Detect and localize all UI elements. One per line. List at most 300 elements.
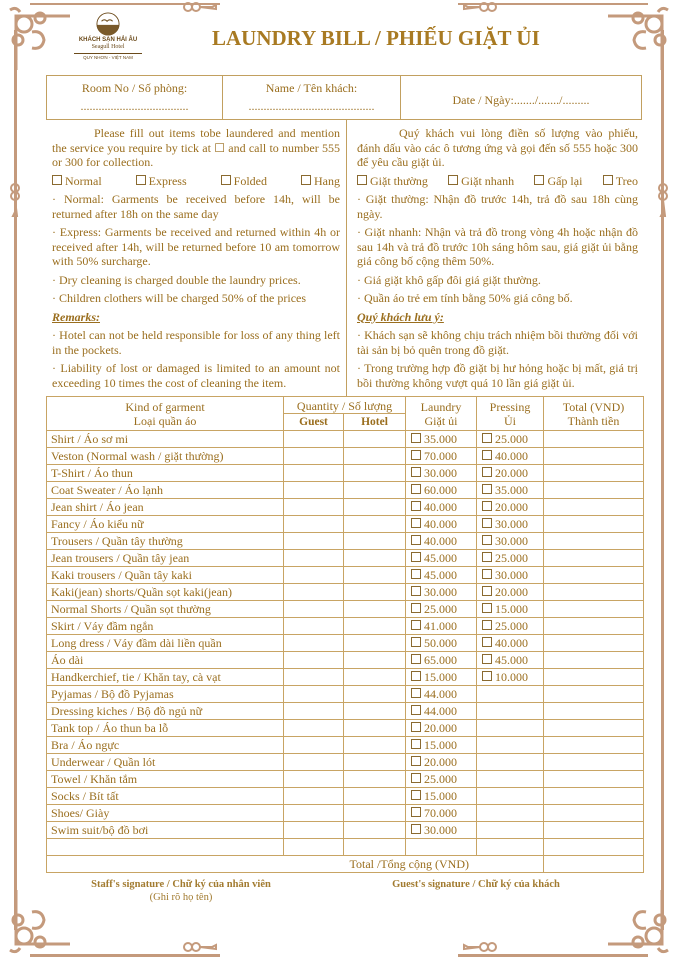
header-total xyxy=(544,397,644,431)
header-garment xyxy=(47,397,284,431)
laundry-price: 40.000 xyxy=(424,499,457,514)
guest-quantity-cell[interactable] xyxy=(284,703,344,720)
guest-signature[interactable] xyxy=(336,878,616,904)
garment-name: Coat Sweater / Áo lạnh xyxy=(47,482,284,499)
line-total-cell[interactable] xyxy=(544,550,644,567)
laundry-price: 60.000 xyxy=(424,482,457,497)
pressing-price-cell xyxy=(477,686,544,703)
laundry-price-cell[interactable] xyxy=(406,516,477,533)
table-row xyxy=(47,805,644,822)
garment-name xyxy=(47,839,284,856)
pressing-price-cell xyxy=(477,754,544,771)
line-total-cell[interactable] xyxy=(544,584,644,601)
checkbox-icon[interactable] xyxy=(411,756,421,766)
pressing-price-cell[interactable] xyxy=(477,499,544,516)
header-pressing xyxy=(477,397,544,431)
pressing-price: 25.000 xyxy=(495,618,528,633)
staff-signature[interactable] xyxy=(46,878,316,904)
hotel-quantity-cell[interactable] xyxy=(344,839,406,856)
laundry-price-cell[interactable] xyxy=(406,720,477,737)
instructions-vietnamese xyxy=(346,120,642,396)
ornament-scroll-right-icon xyxy=(656,178,670,218)
pressing-price-cell xyxy=(477,771,544,788)
pressing-price-cell[interactable] xyxy=(477,584,544,601)
checkbox-icon[interactable] xyxy=(482,620,492,630)
line-total-cell[interactable] xyxy=(544,516,644,533)
line-total-cell[interactable] xyxy=(544,635,644,652)
table-row xyxy=(47,550,644,567)
pressing-price: 20.000 xyxy=(495,499,528,514)
laundry-price-cell[interactable] xyxy=(406,805,477,822)
option-gap-lai-label: Gấp lại xyxy=(547,173,583,188)
garment-name: T-Shirt / Áo thun xyxy=(47,465,284,482)
guest-quantity-cell[interactable] xyxy=(284,431,344,448)
hotel-quantity-cell[interactable] xyxy=(344,550,406,567)
checkbox-icon[interactable] xyxy=(411,433,421,443)
checkbox-icon[interactable] xyxy=(411,671,421,681)
seagull-logo-icon xyxy=(96,12,120,36)
checkbox-icon[interactable] xyxy=(482,450,492,460)
pressing-price: 40.000 xyxy=(495,635,528,650)
checkbox-icon[interactable] xyxy=(411,824,421,834)
header-laundry xyxy=(406,397,477,431)
garment-name: Fancy / Áo kiểu nữ xyxy=(47,516,284,533)
line-total-cell[interactable] xyxy=(544,431,644,448)
garment-name: Handkerchief, tie / Khăn tay, cà vạt xyxy=(47,669,284,686)
pressing-price-cell xyxy=(477,805,544,822)
line-total-cell[interactable] xyxy=(544,788,644,805)
checkbox-icon[interactable] xyxy=(411,518,421,528)
hotel-quantity-cell[interactable] xyxy=(344,686,406,703)
guest-quantity-cell[interactable] xyxy=(284,686,344,703)
garment-name: Socks / Bít tất xyxy=(47,788,284,805)
table-row xyxy=(47,754,644,771)
option-giat-thuong-label: Giặt thường xyxy=(370,173,428,188)
guest-quantity-cell[interactable] xyxy=(284,635,344,652)
option-hang[interactable] xyxy=(301,174,340,189)
laundry-price: 50.000 xyxy=(424,635,457,650)
hotel-quantity-cell[interactable] xyxy=(344,771,406,788)
line-total-cell[interactable] xyxy=(544,567,644,584)
hotel-quantity-cell[interactable] xyxy=(344,805,406,822)
line-total-cell[interactable] xyxy=(544,703,644,720)
checkbox-icon[interactable] xyxy=(411,688,421,698)
laundry-price: 30.000 xyxy=(424,465,457,480)
laundry-price: 45.000 xyxy=(424,550,457,565)
guest-quantity-cell[interactable] xyxy=(284,465,344,482)
hotel-quantity-cell[interactable] xyxy=(344,635,406,652)
pressing-price-cell[interactable] xyxy=(477,516,544,533)
table-row xyxy=(47,499,644,516)
laundry-price-cell xyxy=(406,839,477,856)
checkbox-icon[interactable] xyxy=(52,175,62,185)
line-total-cell[interactable] xyxy=(544,448,644,465)
note-en: · Children clothers will be charged 50% of the prices xyxy=(52,291,307,305)
laundry-price-cell[interactable] xyxy=(406,822,477,839)
laundry-price: 30.000 xyxy=(424,584,457,599)
garment-name: Kaki trousers / Quần tây kaki xyxy=(47,567,284,584)
line-total-cell[interactable] xyxy=(544,499,644,516)
laundry-price-cell[interactable] xyxy=(406,431,477,448)
laundry-price-cell[interactable] xyxy=(406,788,477,805)
staff-signature-label: Staff's signature / Chữ ký của nhân viên xyxy=(91,879,271,890)
checkbox-icon[interactable] xyxy=(411,654,421,664)
option-gap-lai[interactable] xyxy=(534,174,582,189)
table-row xyxy=(47,601,644,618)
checkbox-icon[interactable] xyxy=(411,535,421,545)
signatures xyxy=(46,873,643,904)
name-value[interactable]: .......................................... xyxy=(248,99,375,113)
line-total-cell[interactable] xyxy=(544,618,644,635)
checkbox-icon[interactable] xyxy=(482,637,492,647)
pressing-price: 35.000 xyxy=(495,482,528,497)
laundry-price: 40.000 xyxy=(424,533,457,548)
intro-vi: Quý khách vui lòng điền số lượng vào phiếu, đánh dấu vào các ô tương ứng và gọi đến số 555 hoặc 300 để yêu cầu giặt ủi. xyxy=(357,126,638,169)
pressing-price-cell[interactable] xyxy=(477,567,544,584)
pressing-price-cell xyxy=(477,788,544,805)
table-row xyxy=(47,771,644,788)
laundry-price-cell[interactable] xyxy=(406,567,477,584)
hotel-quantity-cell[interactable] xyxy=(344,448,406,465)
checkbox-icon[interactable] xyxy=(448,175,458,185)
line-total-cell[interactable] xyxy=(544,720,644,737)
hotel-quantity-cell[interactable] xyxy=(344,499,406,516)
checkbox-icon[interactable] xyxy=(411,501,421,511)
laundry-price: 25.000 xyxy=(424,771,457,786)
frame-left-border xyxy=(14,30,17,930)
garment-name: Swim suit/bộ đồ bơi xyxy=(47,822,284,839)
hotel-quantity-cell[interactable] xyxy=(344,465,406,482)
line-total-cell[interactable] xyxy=(544,805,644,822)
hotel-quantity-cell[interactable] xyxy=(344,822,406,839)
checkbox-icon[interactable] xyxy=(301,175,311,185)
note-en: · Express: Garments be received and returned within 4h or received after 14h, will be returned before 10 am tomorrow with 50% surcharge. xyxy=(52,225,340,268)
guest-quantity-cell[interactable] xyxy=(284,601,344,618)
laundry-price-cell[interactable] xyxy=(406,771,477,788)
laundry-price: 41.000 xyxy=(424,618,457,633)
pressing-price: 25.000 xyxy=(495,431,528,446)
header-hotel: Hotel xyxy=(344,414,406,431)
laundry-price: 20.000 xyxy=(424,754,457,769)
checkbox-icon[interactable] xyxy=(603,175,613,185)
pressing-price-cell[interactable] xyxy=(477,652,544,669)
ornament-scroll-bottom-right-icon xyxy=(462,940,502,954)
guest-quantity-cell[interactable] xyxy=(284,448,344,465)
checkbox-icon[interactable] xyxy=(136,175,146,185)
checkbox-icon[interactable] xyxy=(482,484,492,494)
table-row xyxy=(47,669,644,686)
pressing-price-cell[interactable] xyxy=(477,448,544,465)
table-row xyxy=(47,533,644,550)
laundry-price-cell[interactable] xyxy=(406,754,477,771)
hotel-location: QUY NHƠN - VIỆT NAM xyxy=(74,53,142,60)
table-row xyxy=(47,482,644,499)
table-row xyxy=(47,686,644,703)
option-express-label: Express xyxy=(148,173,187,188)
checkbox-icon[interactable] xyxy=(411,569,421,579)
option-treo[interactable] xyxy=(603,174,638,189)
laundry-price: 65.000 xyxy=(424,652,457,667)
garment-name: Jean trousers / Quần tây jean xyxy=(47,550,284,567)
guest-quantity-cell[interactable] xyxy=(284,567,344,584)
room-value[interactable]: .................................... xyxy=(80,99,189,113)
option-normal[interactable] xyxy=(52,174,102,189)
ornament-scroll-bottom-left-icon xyxy=(178,940,218,954)
guest-quantity-cell[interactable] xyxy=(284,839,344,856)
hotel-quantity-cell[interactable] xyxy=(344,482,406,499)
date-field[interactable]: Date / Ngày:......./......./......... xyxy=(452,93,590,107)
laundry-price-cell[interactable] xyxy=(406,482,477,499)
checkbox-icon[interactable] xyxy=(411,705,421,715)
checkbox-icon[interactable] xyxy=(534,175,544,185)
checkbox-icon[interactable] xyxy=(411,739,421,749)
pressing-price-cell[interactable] xyxy=(477,601,544,618)
hotel-quantity-cell[interactable] xyxy=(344,703,406,720)
hotel-quantity-cell[interactable] xyxy=(344,601,406,618)
hotel-quantity-cell[interactable] xyxy=(344,737,406,754)
remarks-title-vi: Quý khách lưu ý: xyxy=(357,309,444,324)
checkbox-icon[interactable] xyxy=(411,807,421,817)
note-vi: · Giá giặt khô gấp đôi giá giặt thường. xyxy=(357,272,541,287)
guest-quantity-cell[interactable] xyxy=(284,618,344,635)
remark-vi: · Trong trường hợp đồ giặt bị hư hỏng hoặc bị mất, giá trị bồi thường không vượt quá 10 lần giá giặt ủi. xyxy=(357,361,638,390)
checkbox-icon[interactable] xyxy=(482,518,492,528)
laundry-price-cell[interactable] xyxy=(406,618,477,635)
pressing-price: 30.000 xyxy=(495,516,528,531)
checkbox-icon[interactable] xyxy=(482,569,492,579)
checkbox-icon[interactable] xyxy=(411,603,421,613)
line-total-cell[interactable] xyxy=(544,533,644,550)
laundry-price: 15.000 xyxy=(424,788,457,803)
laundry-price: 45.000 xyxy=(424,567,457,582)
guest-quantity-cell[interactable] xyxy=(284,482,344,499)
table-row xyxy=(47,703,644,720)
pressing-price-cell xyxy=(477,737,544,754)
line-total-cell[interactable] xyxy=(544,652,644,669)
laundry-price-cell[interactable] xyxy=(406,533,477,550)
laundry-price-cell[interactable] xyxy=(406,686,477,703)
guest-quantity-cell[interactable] xyxy=(284,652,344,669)
remark-en: · Hotel can not be held responsible for loss of any thing left in the pockets. xyxy=(52,328,340,357)
header-quantity: Quantity / Số lượng xyxy=(284,397,406,414)
pressing-price: 30.000 xyxy=(495,567,528,582)
checkbox-icon[interactable] xyxy=(482,654,492,664)
pressing-price-cell[interactable] xyxy=(477,550,544,567)
pressing-price-cell xyxy=(477,703,544,720)
laundry-price: 15.000 xyxy=(424,737,457,752)
note-vi: · Giặt nhanh: Nhận và trả đồ trong vòng 4h hoặc nhận đồ sau 14h và trả đồ trước 10h sáng hôm sau, giá giặt ủi bằng giá công bố cộng thêm 50%. xyxy=(357,225,638,268)
pressing-price-cell xyxy=(477,822,544,839)
checkbox-icon[interactable] xyxy=(482,535,492,545)
checkbox-icon[interactable] xyxy=(411,450,421,460)
hotel-name: KHÁCH SẠN HẢI ÂU xyxy=(78,37,138,43)
checkbox-icon[interactable] xyxy=(411,467,421,477)
checkbox-icon[interactable] xyxy=(411,620,421,630)
garment-name: Shirt / Áo sơ mi xyxy=(47,431,284,448)
guest-quantity-cell[interactable] xyxy=(284,754,344,771)
guest-quantity-cell[interactable] xyxy=(284,516,344,533)
option-folded-label: Folded xyxy=(233,173,267,188)
line-total-cell[interactable] xyxy=(544,686,644,703)
checkbox-icon[interactable] xyxy=(221,175,231,185)
laundry-price-cell[interactable] xyxy=(406,584,477,601)
table-row xyxy=(47,822,644,839)
laundry-price: 25.000 xyxy=(424,601,457,616)
remark-en: · Liability of lost or damaged is limited to an amount not exceeding 10 times the cost of cleaning the item. xyxy=(52,361,340,390)
header-guest: Guest xyxy=(284,414,344,431)
instructions-english xyxy=(46,120,346,396)
checkbox-icon[interactable] xyxy=(482,501,492,511)
header-garment-vi: Loại quần áo xyxy=(133,413,197,428)
pressing-price-cell[interactable] xyxy=(477,618,544,635)
laundry-price-cell[interactable] xyxy=(406,652,477,669)
line-total-cell[interactable] xyxy=(544,465,644,482)
name-label: Name / Tên khách: xyxy=(265,81,358,95)
guest-quantity-cell[interactable] xyxy=(284,550,344,567)
garment-name: Normal Shorts / Quần sọt thường xyxy=(47,601,284,618)
hotel-quantity-cell[interactable] xyxy=(344,516,406,533)
checkbox-icon[interactable] xyxy=(482,433,492,443)
laundry-price: 40.000 xyxy=(424,516,457,531)
line-total-cell[interactable] xyxy=(544,737,644,754)
garment-name: Skirt / Váy đầm ngắn xyxy=(47,618,284,635)
table-row xyxy=(47,788,644,805)
header-pressing-vi: Ủi xyxy=(504,413,516,428)
checkbox-icon[interactable] xyxy=(482,467,492,477)
line-total-cell[interactable] xyxy=(544,669,644,686)
laundry-price: 44.000 xyxy=(424,686,457,701)
frame-right-border xyxy=(661,30,664,930)
hotel-quantity-cell[interactable] xyxy=(344,652,406,669)
pressing-price-cell xyxy=(477,839,544,856)
checkbox-icon[interactable] xyxy=(411,586,421,596)
hotel-quantity-cell[interactable] xyxy=(344,720,406,737)
pressing-price-cell[interactable] xyxy=(477,635,544,652)
laundry-price: 70.000 xyxy=(424,805,457,820)
laundry-price: 70.000 xyxy=(424,448,457,463)
guest-quantity-cell[interactable] xyxy=(284,533,344,550)
guest-quantity-cell[interactable] xyxy=(284,584,344,601)
laundry-price-cell[interactable] xyxy=(406,669,477,686)
laundry-price-cell[interactable] xyxy=(406,448,477,465)
laundry-price-cell[interactable] xyxy=(406,635,477,652)
line-total-cell[interactable] xyxy=(544,822,644,839)
table-row xyxy=(47,720,644,737)
laundry-price-cell[interactable] xyxy=(406,465,477,482)
option-folded[interactable] xyxy=(221,174,267,189)
checkbox-icon[interactable] xyxy=(411,484,421,494)
checkbox-icon[interactable] xyxy=(482,586,492,596)
pressing-price-cell[interactable] xyxy=(477,431,544,448)
checkbox-icon[interactable] xyxy=(411,773,421,783)
pressing-price: 30.000 xyxy=(495,533,528,548)
header-pressing-en: Pressing xyxy=(489,399,531,414)
hotel-quantity-cell[interactable] xyxy=(344,567,406,584)
option-giat-nhanh[interactable] xyxy=(448,174,514,189)
garment-name: Underwear / Quần lót xyxy=(47,754,284,771)
header-laundry-vi: Giặt ủi xyxy=(424,413,458,428)
checkbox-icon[interactable] xyxy=(411,722,421,732)
line-total-cell[interactable] xyxy=(544,482,644,499)
line-total-cell[interactable] xyxy=(544,601,644,618)
guest-quantity-cell[interactable] xyxy=(284,822,344,839)
grand-total-value[interactable] xyxy=(544,856,644,873)
pressing-price-cell xyxy=(477,720,544,737)
line-total-cell[interactable] xyxy=(544,839,644,856)
pressing-price: 40.000 xyxy=(495,448,528,463)
checkbox-icon[interactable] xyxy=(482,603,492,613)
laundry-price-cell[interactable] xyxy=(406,737,477,754)
remarks-title-en: Remarks: xyxy=(52,309,100,324)
checkbox-icon[interactable] xyxy=(411,552,421,562)
option-giat-thuong[interactable] xyxy=(357,174,428,189)
hotel-quantity-cell[interactable] xyxy=(344,754,406,771)
garment-name: Dressing kiches / Bộ đồ ngủ nữ xyxy=(47,703,284,720)
note-en: · Normal: Garments be received before 14h, will be returned after 18h on the same day xyxy=(52,192,340,221)
guest-quantity-cell[interactable] xyxy=(284,499,344,516)
laundry-price-cell[interactable] xyxy=(406,601,477,618)
hotel-quantity-cell[interactable] xyxy=(344,533,406,550)
pressing-price: 25.000 xyxy=(495,550,528,565)
ornament-scroll-left-icon xyxy=(8,178,22,218)
hotel-quantity-cell[interactable] xyxy=(344,669,406,686)
pressing-price-cell[interactable] xyxy=(477,669,544,686)
checkbox-icon[interactable] xyxy=(411,790,421,800)
hotel-quantity-cell[interactable] xyxy=(344,788,406,805)
guest-quantity-cell[interactable] xyxy=(284,720,344,737)
laundry-price: 44.000 xyxy=(424,703,457,718)
guest-info-box xyxy=(46,75,642,120)
room-field[interactable] xyxy=(47,76,223,119)
service-options-vi xyxy=(357,174,638,189)
checkbox-icon[interactable] xyxy=(482,552,492,562)
pressing-price: 15.000 xyxy=(495,601,528,616)
option-express[interactable] xyxy=(136,174,187,189)
checkbox-icon[interactable] xyxy=(411,637,421,647)
note-en: · Dry cleaning is charged double the laundry prices. xyxy=(52,272,301,287)
guest-quantity-cell[interactable] xyxy=(284,805,344,822)
pressing-price-cell[interactable] xyxy=(477,533,544,550)
laundry-price-cell[interactable] xyxy=(406,499,477,516)
pressing-price: 20.000 xyxy=(495,465,528,480)
laundry-price: 30.000 xyxy=(424,822,457,837)
laundry-price-cell[interactable] xyxy=(406,703,477,720)
room-label: Room No / Số phòng: xyxy=(81,81,188,95)
line-total-cell[interactable] xyxy=(544,771,644,788)
hotel-quantity-cell[interactable] xyxy=(344,431,406,448)
guest-quantity-cell[interactable] xyxy=(284,771,344,788)
checkbox-icon[interactable] xyxy=(357,175,367,185)
note-vi: · Quần áo trẻ em tính bằng 50% giá công bố. xyxy=(357,291,573,305)
total-row xyxy=(47,856,644,873)
guest-quantity-cell[interactable] xyxy=(284,788,344,805)
pressing-price-cell[interactable] xyxy=(477,482,544,499)
line-total-cell[interactable] xyxy=(544,754,644,771)
table-row xyxy=(47,567,644,584)
total-label: Total /Tổng cộng (VND) xyxy=(47,856,544,873)
laundry-price-cell[interactable] xyxy=(406,550,477,567)
hotel-quantity-cell[interactable] xyxy=(344,584,406,601)
guest-quantity-cell[interactable] xyxy=(284,669,344,686)
guest-quantity-cell[interactable] xyxy=(284,737,344,754)
hotel-quantity-cell[interactable] xyxy=(344,618,406,635)
garment-name: Pyjamas / Bộ đồ Pyjamas xyxy=(47,686,284,703)
name-field[interactable] xyxy=(223,76,401,119)
garment-name: Shoes/ Giày xyxy=(47,805,284,822)
pressing-price-cell[interactable] xyxy=(477,465,544,482)
table-row xyxy=(47,516,644,533)
checkbox-icon[interactable] xyxy=(482,671,492,681)
